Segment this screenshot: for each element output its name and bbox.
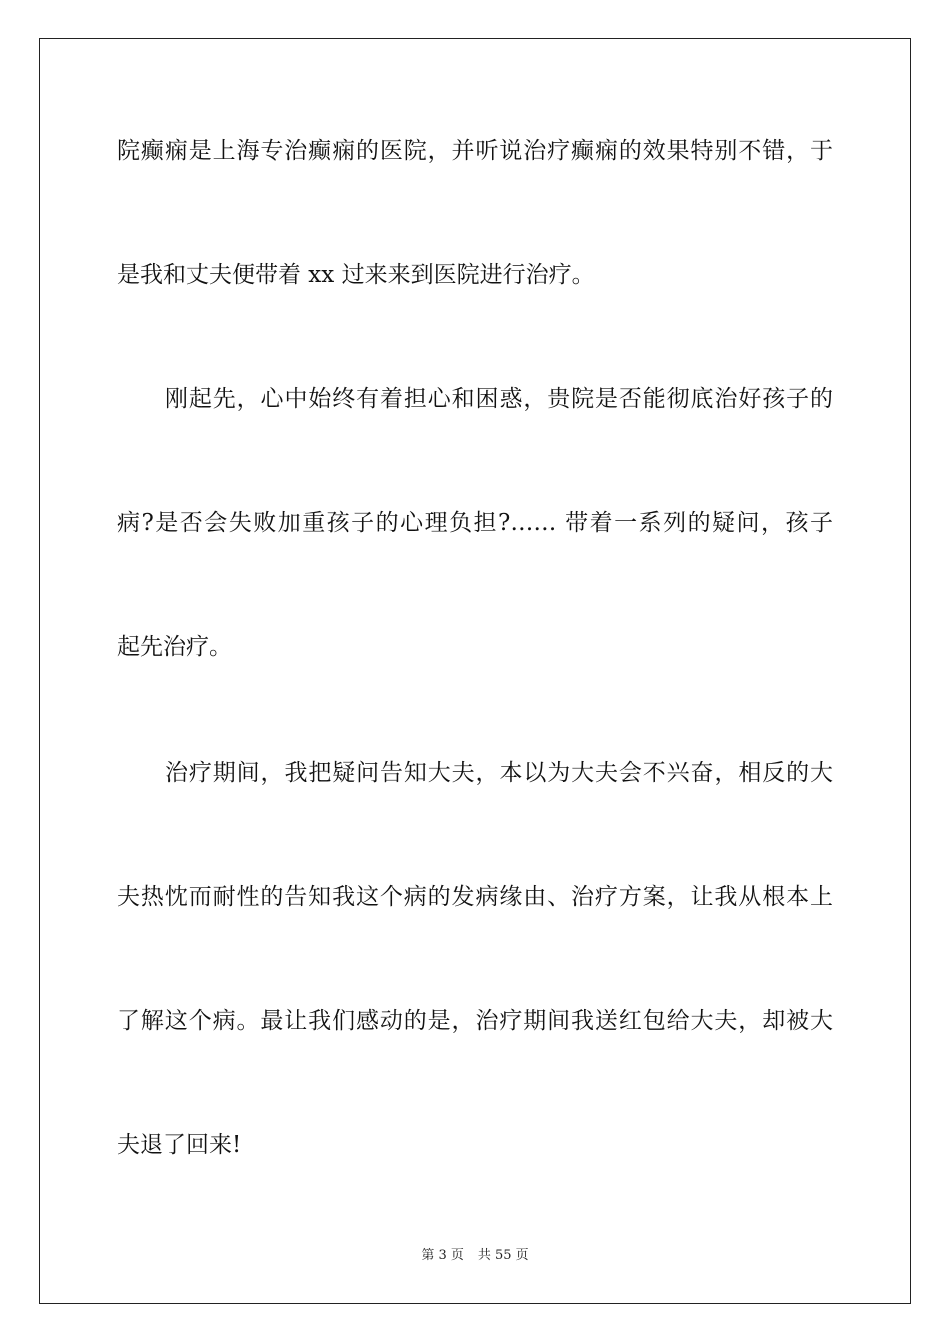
text-line-2: 是我和丈夫便带着 xx 过来来到医院进行治疗。 [117,262,595,288]
text-line-6: 治疗期间，我把疑问告知大夫，本以为大夫会不兴奋，相反的大 [165,760,833,786]
text-line-3: 刚起先，心中始终有着担心和困惑，贵院是否能彻底治好孩子的 [165,386,833,412]
page-total: 共 55 页 [477,1248,529,1263]
page-number: 第 3 页 [421,1248,464,1263]
page-border [39,38,911,1304]
text-line-5: 起先治疗。 [117,634,232,660]
text-line-9: 夫退了回来! [117,1132,242,1158]
text-line-7: 夫热忱而耐性的告知我这个病的发病缘由、治疗方案，让我从根本上 [117,884,833,910]
text-line-4: 病?是否会失败加重孩子的心理负担?…… 带着一系列的疑问，孩子 [117,510,833,536]
text-line-8: 了解这个病。最让我们感动的是，治疗期间我送红包给大夫，却被大 [117,1008,833,1034]
page-footer [0,1247,950,1265]
text-line-1: 院癫痫是上海专治癫痫的医院，并听说治疗癫痫的效果特别不错，于 [117,138,833,164]
